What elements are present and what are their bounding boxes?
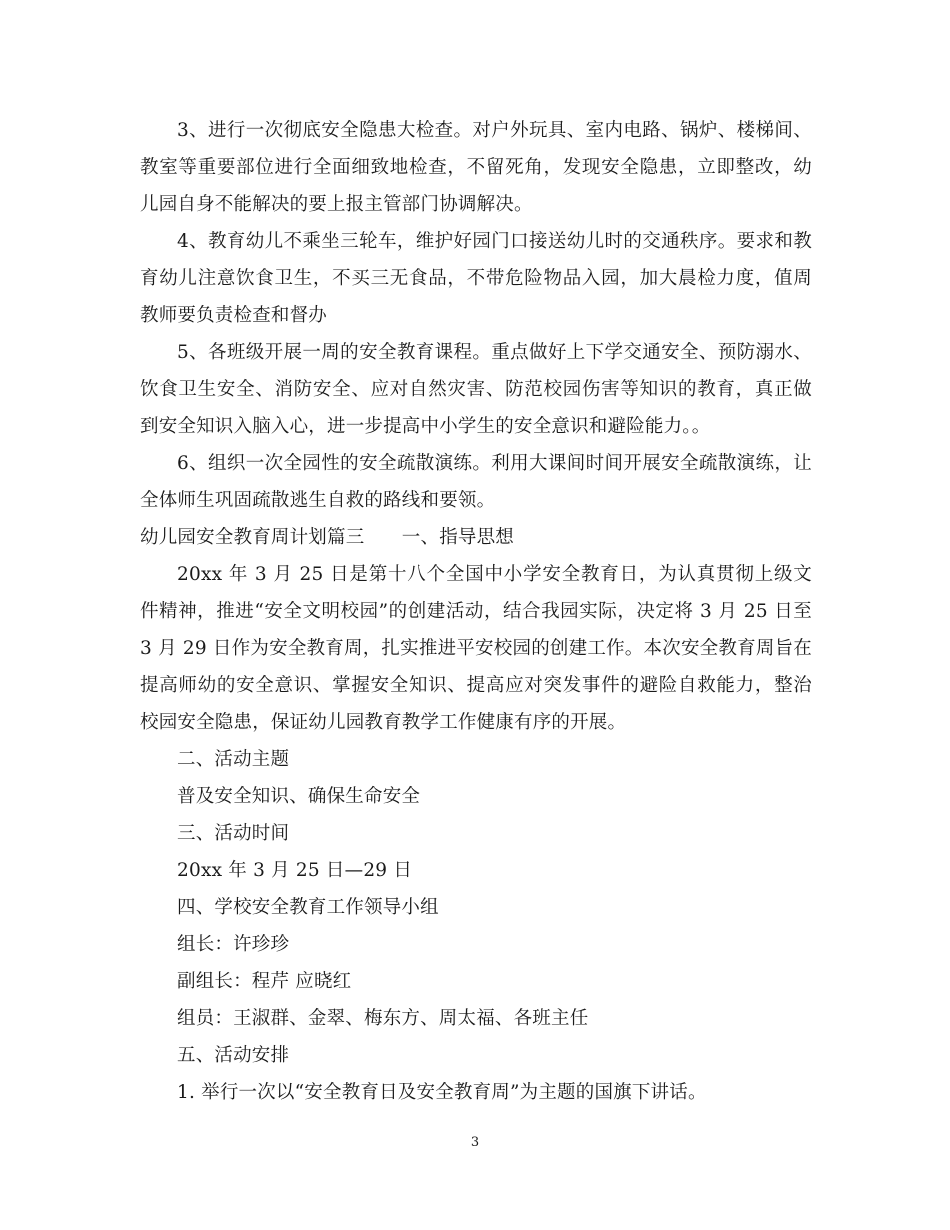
paragraph-item-3: 3、进行一次彻底安全隐患大检查。对户外玩具、室内电路、锅炉、楼梯间、教室等重要部位进行全面细致地检查，不留死角，发现安全隐患，立即整改，幼儿园自身不能解决的要上报主管部门协调解决。	[140, 120, 812, 215]
paragraph-item-4: 4、教育幼儿不乘坐三轮车，维护好园门口接送幼儿时的交通秩序。要求和教育幼儿注意饮食卫生，不买三无食品，不带危险物品入园，加大晨检力度，值周教师要负责检查和督办	[140, 231, 812, 326]
heading-activity-arrangement: 五、活动安排	[177, 1045, 290, 1066]
page-number: 3	[470, 1135, 480, 1150]
document-body	[140, 112, 812, 1111]
paragraph-item-6: 6、组织一次全园性的安全疏散演练。利用大课间时间开展安全疏散演练，让全体师生巩固疏散逃生自救的路线和要领。	[140, 453, 812, 511]
group-leader: 组长：许珍珍	[177, 934, 290, 955]
paragraph-intro: 20xx 年 3 月 25 日是第十八个全国中小学安全教育日，为认真贯彻上级文件精神，推进“安全文明校园”的创建活动，结合我园实际，决定将 3 月 25 日至 3 月 29 日作为安全教育周，扎实推进平安校园的创建工作。本次安全教育周旨在提高师幼的安全意识、掌握安全知识、提高应对突发事件的避险自救能力，整治校园安全隐患，保证幼儿园教育教学工作健康有序的开展。	[140, 564, 812, 733]
activity-theme-text: 普及安全知识、确保生命安全	[177, 786, 421, 807]
heading-activity-theme: 二、活动主题	[177, 749, 290, 770]
group-members: 组员：王淑群、金翠、梅东方、周太福、各班主任	[177, 1008, 589, 1029]
activity-time-text: 20xx 年 3 月 25 日—29 日	[177, 860, 413, 881]
paragraph-item-5: 5、各班级开展一周的安全教育课程。重点做好上下学交通安全、预防溺水、饮食卫生安全、消防安全、应对自然灾害、防范校园伤害等知识的教育，真正做到安全知识入脑入心，进一步提高中小学生的安全意识和避险能力。。	[140, 342, 812, 437]
group-vice-leader: 副组长：程芹 应晓红	[177, 971, 352, 992]
section-heading: 幼儿园安全教育周计划篇三 一、指导思想	[140, 527, 515, 548]
heading-leadership-group: 四、学校安全教育工作领导小组	[177, 897, 439, 918]
arrangement-item-1: 1. 举行一次以“安全教育日及安全教育周”为主题的国旗下讲话。	[177, 1082, 707, 1103]
heading-activity-time: 三、活动时间	[177, 823, 290, 844]
